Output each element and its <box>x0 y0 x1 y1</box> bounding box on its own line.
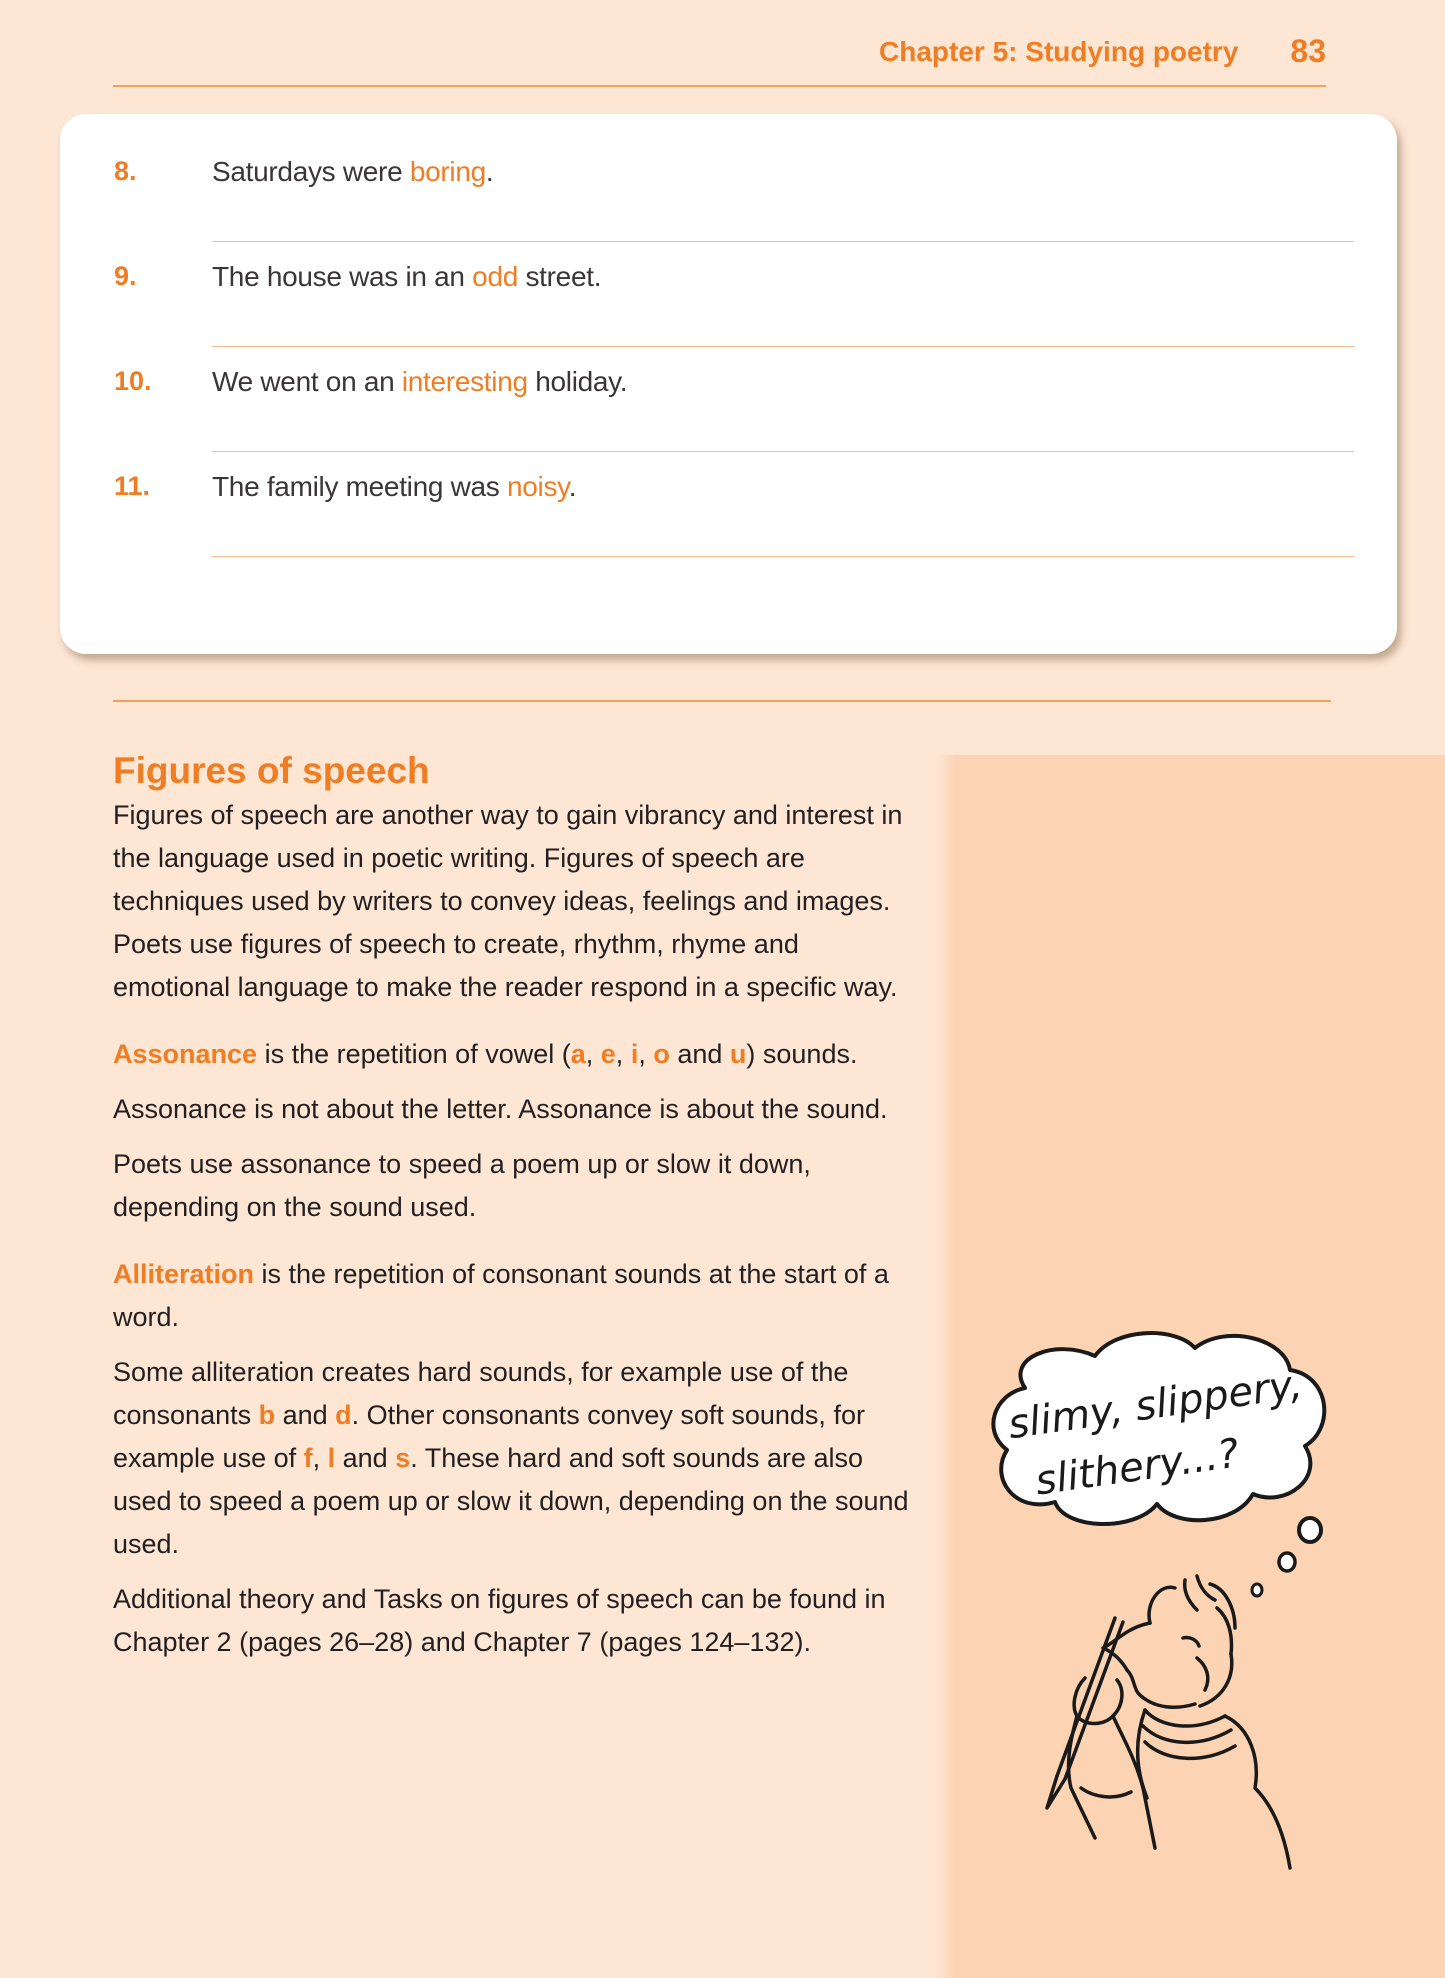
target-word: boring <box>409 156 486 187</box>
exercise-item <box>114 427 1354 531</box>
exercise-number: 11. <box>114 471 151 501</box>
exercise-card <box>60 114 1397 654</box>
exercise-sentence: Saturdays were boring. <box>212 156 494 187</box>
page-header <box>113 30 1326 87</box>
thought-line-1: slimy, slippery, <box>1005 1361 1306 1449</box>
assonance-usage: Poets use assonance to speed a poem up or slow it down, depending on the sound used. <box>113 1149 811 1222</box>
exercise-number: 9. <box>114 261 137 291</box>
page-number: 83 <box>1290 33 1326 69</box>
chapter-title: Chapter 5: Studying poetry <box>879 36 1239 67</box>
figures-of-speech-section <box>113 748 913 1664</box>
exercise-sentence: The family meeting was noisy. <box>212 471 577 502</box>
exercise-number: 8. <box>114 156 137 186</box>
alliteration-term: Alliteration <box>113 1259 255 1289</box>
section-title: Figures of speech <box>113 750 430 791</box>
thought-line-2: slithery...? <box>1032 1430 1243 1505</box>
target-word: noisy <box>507 471 569 502</box>
assonance-term: Assonance <box>113 1039 258 1069</box>
exercise-item <box>114 217 1354 321</box>
alliteration-definition: Alliteration is the repetition of consonant sounds at the start of a word. <box>113 1259 889 1332</box>
assonance-note: Assonance is not about the letter. Assonance is about the sound. <box>113 1094 888 1124</box>
section-divider <box>113 700 1331 702</box>
person-figure <box>1047 1576 1290 1868</box>
intro-paragraph: Figures of speech are another way to gain vibrancy and interest in the language used in poetic writing. Figures of speech are techniques used by writers to convey ideas, feelings and images. Poets use figures of speech to create, rhythm, rhyme and emotional language to make the reader respond in a specific way. <box>113 800 903 1002</box>
additional-theory-note: Additional theory and Tasks on figures of speech can be found in Chapter 2 (pages 26–28) and Chapter 7 (pages 124–132). <box>113 1584 886 1657</box>
answer-line[interactable] <box>212 556 1354 557</box>
exercise-sentence: The house was in an odd street. <box>212 261 602 292</box>
exercise-item <box>114 112 1354 216</box>
exercise-number: 10. <box>114 366 152 396</box>
exercise-sentence: We went on an interesting holiday. <box>212 366 628 397</box>
exercise-item <box>114 322 1354 426</box>
target-word: odd <box>472 261 518 292</box>
alliteration-examples: Some alliteration creates hard sounds, for example use of the consonants b and d. Other consonants convey soft sounds, for example use of f, l and s. These hard and soft sounds are also used to speed a poem up or slow it down, depending on the sound used. <box>113 1357 909 1559</box>
target-word: interesting <box>401 366 528 397</box>
thinking-person-illustration <box>985 1318 1345 1878</box>
assonance-definition: Assonance is the repetition of vowel (a, e, i, o and u) sounds. <box>113 1039 858 1069</box>
